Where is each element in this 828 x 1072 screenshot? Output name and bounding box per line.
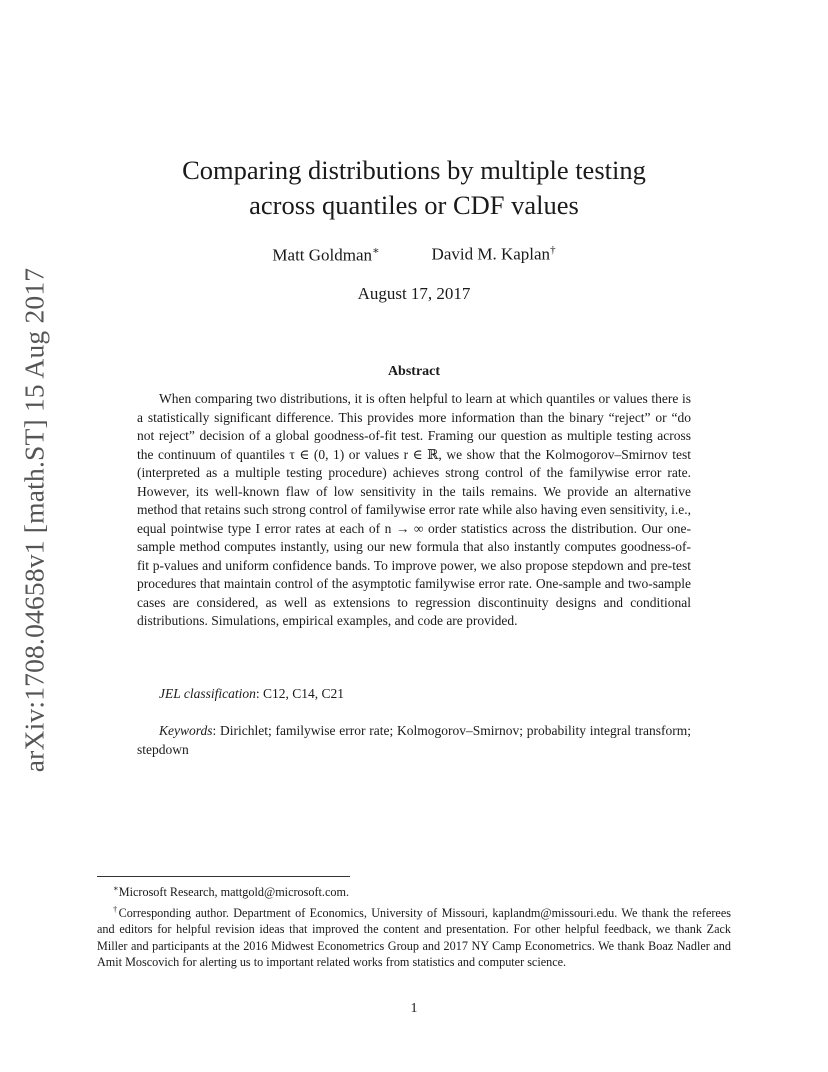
author-1-name: Matt Goldman [272, 245, 373, 265]
footnote-2-mark: † [113, 903, 119, 914]
keywords-label: Keywords [159, 723, 213, 738]
author-1 [272, 244, 379, 266]
author-2-name: David M. Kaplan [431, 244, 551, 264]
arxiv-identifier-stamp [10, 265, 58, 775]
footnote-1 [97, 880, 731, 901]
footnote-2 [97, 901, 731, 971]
arxiv-identifier-text: arXiv:1708.04658v1 [math.ST] 15 Aug 2017 [18, 267, 49, 773]
footnote-1-mark: ∗ [113, 883, 119, 893]
author-2-footnote-mark: † [550, 244, 556, 256]
author-2 [432, 244, 556, 266]
jel-codes: : C12, C14, C21 [255, 686, 345, 701]
page-number: 1 [410, 1001, 418, 1016]
paper-title-line-2: across quantiles or CDF values [249, 190, 579, 220]
footnotes [97, 880, 731, 971]
jel-classification [137, 685, 691, 704]
abstract-heading: Abstract [387, 364, 441, 379]
author-list [0, 244, 828, 266]
footnote-divider [97, 876, 350, 877]
keywords-list: : Dirichlet; familywise error rate; Kolmogorov–Smirnov; probability integral transform; stepdown [137, 723, 691, 757]
abstract-text: When comparing two distributions, it is often helpful to learn at which quantiles or values there is a statistically significant difference. This provides more information than the binary “reject” or “do not reject” decision of a global goodness-of-fit test. Framing our question as multiple testing across the continuum of quantiles τ ∈ (0, 1) or values r ∈ ℝ, we show that the Kolmogorov–Smirnov test (interpreted as a multiple testing procedure) achieves strong control of the familywise error rate. However, its well-known flaw of low sensitivity in the tails remains. We provide an alternative method that retains such strong control of familywise error rate while also having even sensitivity, i.e., equal pointwise type I error rates at each of n → ∞ order statistics across the distribution. Our one-sample method computes instantly, using our new formula that also instantly computes goodness-of-fit p-values and uniform confidence bands. To improve power, we also propose stepdown and pre-test procedures that maintain control of the asymptotic familywise error rate. One-sample and two-sample cases are considered, as well as extensions to regression discontinuity designs and conditional distributions. Simulations, empirical examples, and code are provided. [137, 391, 691, 628]
keywords [137, 722, 691, 759]
paper-title [0, 153, 828, 223]
author-1-footnote-mark: ∗ [372, 245, 380, 257]
footnote-2-text: Corresponding author. Department of Economics, University of Missouri, kaplandm@missouri.edu. We thank the referees and editors for helpful revision ideas that improved the content and presentation. For other helpful feedback, we thank Zack Miller and participants at the 2016 Midwest Econometrics Group and 2017 NY Camp Econometrics. We thank Boaz Nadler and Amit Moscovich for alerting us to important related works from statistics and computer science. [97, 905, 731, 970]
footnote-1-text: Microsoft Research, mattgold@microsoft.com. [118, 885, 349, 900]
jel-label: JEL classification [159, 686, 256, 701]
paper-title-line-1: Comparing distributions by multiple testing [182, 155, 646, 185]
publication-date: August 17, 2017 [357, 284, 471, 303]
